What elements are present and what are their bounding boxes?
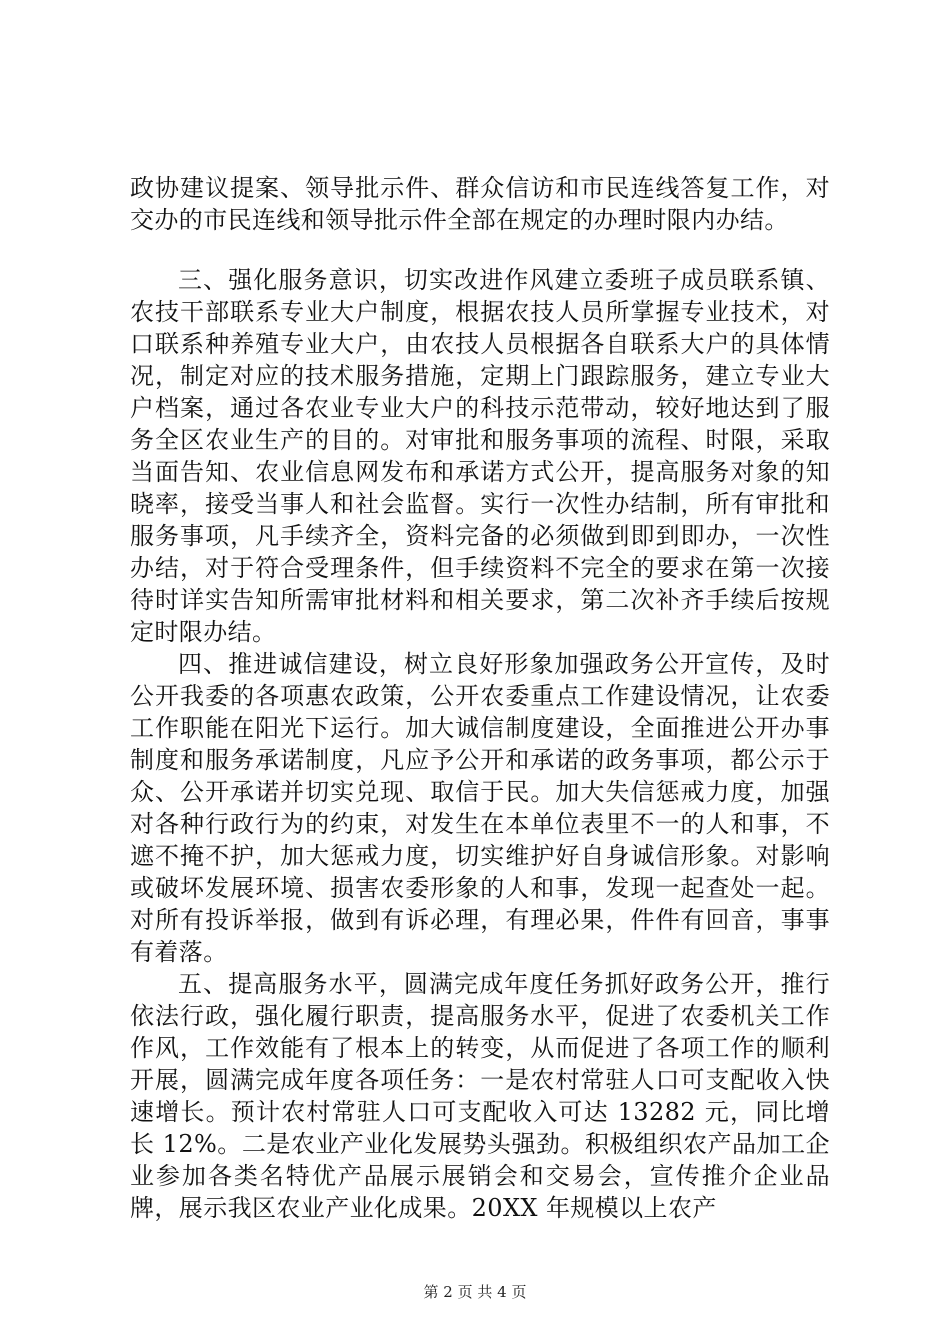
document-body [130, 172, 830, 1224]
paragraph-continuation: 政协建议提案、领导批示件、群众信访和市民连线答复工作，对交办的市民连线和领导批示件全部在规定的办理时限内办结。 [130, 174, 830, 234]
paragraph-section-five: 五、提高服务水平，圆满完成年度任务抓好政务公开，推行依法行政，强化履行职责，提高服务水平，促进了农委机关工作作风，工作效能有了根本上的转变，从而促进了各项工作的顺利开展，圆满完成年度各项任务：一是农村常驻人口可支配收入快速增长。预计农村常驻人口可支配收入可达 13282 元，同比增长 12%。二是农业产业化发展势头强劲。积极组织农产品加工企业参加各类名特优产品展示展销会和交易会，宣传推介企业品牌，展示我区农业产业化成果。20XX 年规模以上农产 [130, 970, 830, 1222]
paragraph-section-four: 四、推进诚信建设，树立良好形象加强政务公开宣传，及时公开我委的各项惠农政策，公开农委重点工作建设情况，让农委工作职能在阳光下运行。加大诚信制度建设，全面推进公开办事制度和服务承诺制度，凡应予公开和承诺的政务事项，都公示于众、公开承诺并切实兑现、取信于民。加大失信惩戒力度，加强对各种行政行为的约束，对发生在本单位表里不一的人和事，不遮不掩不护，加大惩戒力度，切实维护好自身诚信形象。对影响或破坏发展环境、损害农委形象的人和事，发现一起查处一起。对所有投诉举报，做到有诉必理，有理必果，件件有回音，事事有着落。 [130, 650, 830, 966]
paragraph-section-three: 三、强化服务意识，切实改进作风建立委班子成员联系镇、农技干部联系专业大户制度，根据农技人员所掌握专业技术，对口联系种养殖专业大户，由农技人员根据各自联系大户的具体情况，制定对应的技术服务措施，定期上门跟踪服务，建立专业大户档案，通过各农业专业大户的科技示范带动，较好地达到了服务全区农业生产的目的。对审批和服务事项的流程、时限，采取当面告知、农业信息网发布和承诺方式公开，提高服务对象的知晓率，接受当事人和社会监督。实行一次性办结制，所有审批和服务事项，凡手续齐全，资料完备的必须做到即到即办，一次性办结，对于符合受理条件，但手续资料不完全的要求在第一次接待时详实告知所需审批材料和相关要求，第二次补齐手续后按规定时限办结。 [130, 266, 830, 646]
paragraph-gap [130, 236, 830, 264]
page-number-footer: 第 2 页 共 4 页 [423, 1283, 527, 1301]
